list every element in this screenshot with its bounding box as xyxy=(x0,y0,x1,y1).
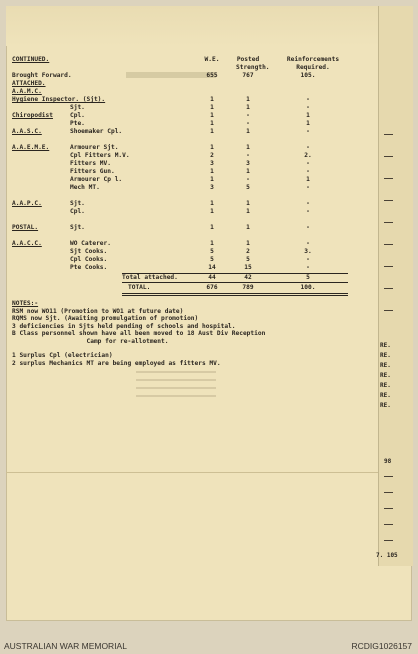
brought-forward-posted: 767 xyxy=(242,72,254,79)
page-top-band xyxy=(6,6,412,46)
reinforcements-cell: - xyxy=(306,184,310,191)
item-cell: Fitters Gun. xyxy=(70,168,115,175)
table-row xyxy=(10,208,372,216)
page-fold-line xyxy=(6,472,378,473)
posted-cell: 1 xyxy=(246,96,250,103)
table-row xyxy=(10,264,372,272)
posted-cell: 1 xyxy=(246,128,250,135)
total-attached-row xyxy=(10,274,372,282)
table-row xyxy=(10,168,372,176)
strip-tick xyxy=(384,508,393,509)
attached-heading-row xyxy=(10,80,372,88)
show-through-lines xyxy=(136,371,216,401)
posted-cell: 3 xyxy=(246,160,250,167)
posted-cell: 1 xyxy=(246,208,250,215)
reinforcements-cell: - xyxy=(306,264,310,271)
unit-cell: Chiropodist xyxy=(12,112,53,119)
strip-mark: RE. xyxy=(380,372,391,379)
reinforcements-cell: 1 xyxy=(306,176,310,183)
table-row xyxy=(10,184,372,192)
item-cell: Armourer Cp l. xyxy=(70,176,123,183)
strip-tick xyxy=(384,288,393,289)
reinforcements-cell: 2. xyxy=(304,152,312,159)
we-cell: 5 xyxy=(210,248,214,255)
heading-continued: CONTINUED. xyxy=(12,56,50,63)
we-cell: 1 xyxy=(210,128,214,135)
strip-mark: RE. xyxy=(380,382,391,389)
header-required: Required. xyxy=(296,64,330,71)
strip-tick xyxy=(384,266,393,267)
brought-forward-row xyxy=(10,72,372,80)
reinforcements-cell: - xyxy=(306,224,310,231)
table-row xyxy=(10,256,372,264)
total-attached-label: Total attached. xyxy=(122,274,178,281)
table-row xyxy=(10,152,372,160)
note-line xyxy=(10,360,372,367)
notes-label: NOTES:- xyxy=(12,300,39,307)
we-cell: 1 xyxy=(210,144,214,151)
header-we: W.E. xyxy=(204,56,220,63)
we-cell: 3 xyxy=(210,160,214,167)
strip-tick xyxy=(384,310,393,311)
grand-total-label: TOTAL. xyxy=(128,284,151,291)
table-row xyxy=(10,128,372,136)
reinforcements-cell: 3. xyxy=(304,248,312,255)
we-cell: 5 xyxy=(210,256,214,263)
strip-tick xyxy=(384,222,393,223)
reinforcements-cell: 1 xyxy=(306,112,310,119)
table-body xyxy=(10,88,372,272)
table-row xyxy=(10,104,372,112)
total-attached-we: 44 xyxy=(208,274,216,281)
unit-cell: A.A.P.C. xyxy=(12,200,42,207)
header-reinforcements: Reinforcements xyxy=(286,56,340,63)
item-cell: Pte Cooks. xyxy=(70,264,108,271)
table-row xyxy=(10,240,372,248)
archive-footer xyxy=(0,636,418,654)
we-cell: 1 xyxy=(210,208,214,215)
rule-line xyxy=(122,295,348,296)
posted-cell: - xyxy=(246,176,250,183)
posted-cell: - xyxy=(246,152,250,159)
strip-tick xyxy=(384,540,393,541)
notes-block xyxy=(10,308,372,367)
attached-label: ATTACHED. xyxy=(12,80,46,87)
total-attached-rein: 5 xyxy=(306,274,310,281)
strip-tick xyxy=(384,156,393,157)
note-text: 3 deficiencies in Sjts held pending of schools and hospital. xyxy=(12,322,236,330)
we-cell: 2 xyxy=(210,152,214,159)
strip-mark: 98 xyxy=(384,458,392,465)
we-cell: 1 xyxy=(210,120,214,127)
note-text: RSM now WO11 (Promotion to WO1 at future date) xyxy=(12,308,184,315)
we-cell: 14 xyxy=(208,264,216,271)
table-row xyxy=(10,192,372,200)
item-cell: Fitters MV. xyxy=(70,160,111,167)
grand-total-rein: 100. xyxy=(300,284,316,291)
table-row xyxy=(10,232,372,240)
strip-mark: RE. xyxy=(380,402,391,409)
we-cell: 1 xyxy=(210,176,214,183)
table-row xyxy=(10,144,372,152)
nominal-roll-table xyxy=(10,56,372,367)
grand-total-row xyxy=(10,282,372,294)
reinforcements-cell: - xyxy=(306,256,310,263)
we-cell: 1 xyxy=(210,96,214,103)
note-text: RQMS now Sjt. (Awaiting promulgation of promotion) xyxy=(12,315,199,323)
note-text: 2 surplus Mechanics MT are being employed as fitters MV. xyxy=(12,359,221,367)
note-text: 1 Surplus Cpl (electrician) xyxy=(12,352,113,360)
column-header-row xyxy=(10,56,372,72)
table-row xyxy=(10,176,372,184)
reinforcements-cell: - xyxy=(306,208,310,215)
posted-cell: 5 xyxy=(246,184,250,191)
we-cell: 1 xyxy=(210,240,214,247)
table-row xyxy=(10,88,372,96)
posted-cell: 2 xyxy=(246,248,250,255)
table-row xyxy=(10,224,372,232)
table-row xyxy=(10,96,372,104)
table-row xyxy=(10,248,372,256)
strip-mark: RE. xyxy=(380,352,391,359)
grand-total-we: 676 xyxy=(206,284,218,291)
we-cell: 3 xyxy=(210,184,214,191)
brought-forward-we: 655 xyxy=(206,72,218,79)
overlapping-sheet-strip xyxy=(378,6,413,566)
reinforcements-cell: - xyxy=(306,168,310,175)
note-line xyxy=(10,315,372,322)
item-cell: Cpl Fitters M.V. xyxy=(70,152,130,159)
posted-cell: 15 xyxy=(244,264,252,271)
posted-cell: 5 xyxy=(246,256,250,263)
strip-tick xyxy=(384,200,393,201)
note-line xyxy=(10,338,372,345)
note-line xyxy=(10,330,372,337)
strip-tick xyxy=(384,244,393,245)
strip-mark: RE. xyxy=(380,342,391,349)
brought-forward-rein: 105. xyxy=(300,72,316,79)
footer-record-id: RCDIG1026157 xyxy=(351,641,412,651)
unit-cell: A.A.M.C. xyxy=(12,88,42,95)
item-cell: Sjt. xyxy=(70,200,85,207)
table-row xyxy=(10,112,372,120)
strip-tick xyxy=(384,492,393,493)
item-cell: Pte. xyxy=(70,120,85,127)
note-line xyxy=(10,352,372,359)
posted-cell: 1 xyxy=(246,224,250,231)
we-cell: 1 xyxy=(210,200,214,207)
posted-cell: - xyxy=(246,120,250,127)
we-cell: 1 xyxy=(210,112,214,119)
strip-tick xyxy=(384,524,393,525)
header-posted-2: Strength. xyxy=(236,64,270,71)
item-cell: Sjt. xyxy=(70,224,85,231)
table-row xyxy=(10,200,372,208)
unit-cell: A.A.C.C. xyxy=(12,240,42,247)
we-cell: 1 xyxy=(210,224,214,231)
item-cell: Cpl. xyxy=(70,208,85,215)
posted-cell: 1 xyxy=(246,144,250,151)
posted-cell: 1 xyxy=(246,168,250,175)
total-attached-posted: 42 xyxy=(244,274,252,281)
strip-tick xyxy=(384,178,393,179)
grand-total-posted: 789 xyxy=(242,284,254,291)
item-cell: Sjt. xyxy=(70,104,85,111)
posted-cell: 1 xyxy=(246,104,250,111)
rule-line xyxy=(122,293,348,294)
reinforcements-cell: - xyxy=(306,128,310,135)
posted-cell: 1 xyxy=(246,200,250,207)
notes-heading-row xyxy=(10,300,372,308)
strip-tick xyxy=(384,134,393,135)
note-text: B Class personnel shown have all been moved to 18 Aust Div Reception xyxy=(12,330,266,338)
item-cell: Cpl. xyxy=(70,112,85,119)
posted-cell: 1 xyxy=(246,240,250,247)
brought-forward-label: Brought Forward. xyxy=(12,72,72,79)
strip-tick xyxy=(384,476,393,477)
reinforcements-cell: 1 xyxy=(306,120,310,127)
unit-cell: A.A.S.C. xyxy=(12,128,42,135)
document-page xyxy=(6,6,412,621)
reinforcements-cell: - xyxy=(306,160,310,167)
item-cell: Sjt Cooks. xyxy=(70,248,108,255)
reinforcements-cell: - xyxy=(306,144,310,151)
note-text: Camp for re-allotment. xyxy=(12,337,169,345)
table-row xyxy=(10,136,372,144)
reinforcements-cell: - xyxy=(306,96,310,103)
table-row xyxy=(10,120,372,128)
strip-mark: 7. 105 xyxy=(376,552,398,559)
item-cell: WO Caterer. xyxy=(70,240,111,247)
unit-cell: POSTAL. xyxy=(12,224,39,231)
header-posted: Posted xyxy=(236,56,260,63)
footer-institution: AUSTRALIAN WAR MEMORIAL xyxy=(4,641,127,651)
strip-mark: RE. xyxy=(380,362,391,369)
reinforcements-cell: - xyxy=(306,200,310,207)
item-cell: Mech MT. xyxy=(70,184,100,191)
reinforcements-cell: - xyxy=(306,240,310,247)
reinforcements-cell: - xyxy=(306,104,310,111)
table-row xyxy=(10,216,372,224)
unit-cell: Hygiene Inspector. (Sjt). xyxy=(12,96,106,103)
item-cell: Shoemaker Cpl. xyxy=(70,128,123,135)
strip-mark: RE. xyxy=(380,392,391,399)
posted-cell: - xyxy=(246,112,250,119)
unit-cell: A.A.E.M.E. xyxy=(12,144,50,151)
we-cell: 1 xyxy=(210,104,214,111)
item-cell: Armourer Sjt. xyxy=(70,144,119,151)
item-cell: Cpl Cooks. xyxy=(70,256,108,263)
we-cell: 1 xyxy=(210,168,214,175)
table-row xyxy=(10,160,372,168)
